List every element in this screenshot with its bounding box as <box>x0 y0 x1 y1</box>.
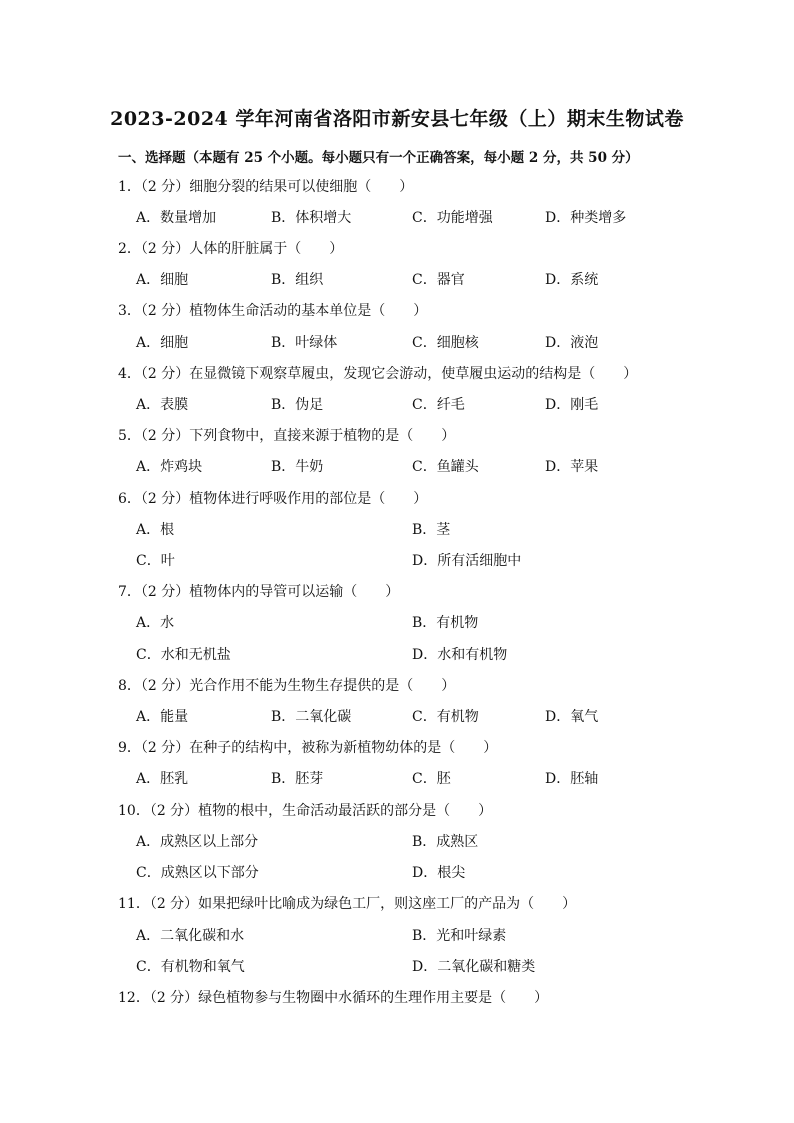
option-a[interactable]: A．根 <box>136 522 175 538</box>
question-11: 11．（2 分）如果把绿叶比喻成为绿色工厂，则这座工厂的产品为（ ） <box>118 896 577 912</box>
question-2: 2．（2 分）人体的肝脏属于（ ） <box>118 241 344 257</box>
option-c[interactable]: C．叶 <box>136 553 175 569</box>
option-c[interactable]: C．功能增强 <box>412 210 493 226</box>
question-12: 12．（2 分）绿色植物参与生物圈中水循环的生理作用主要是（ ） <box>118 990 549 1006</box>
option-c[interactable]: C．纤毛 <box>412 397 465 413</box>
option-b[interactable]: B．体积增大 <box>271 210 352 226</box>
option-d[interactable]: D．苹果 <box>545 459 599 475</box>
option-c[interactable]: C．器官 <box>412 272 465 288</box>
option-c[interactable]: C．胚 <box>412 771 451 787</box>
option-c[interactable]: C．鱼罐头 <box>412 459 479 475</box>
option-c[interactable]: C．成熟区以下部分 <box>136 865 259 881</box>
option-a[interactable]: A．胚乳 <box>136 771 189 787</box>
question-6: 6．（2 分）植物体进行呼吸作用的部位是（ ） <box>118 491 428 507</box>
question-1: 1．（2 分）细胞分裂的结果可以使细胞（ ） <box>118 179 414 195</box>
option-d[interactable]: D．胚轴 <box>545 771 599 787</box>
option-c[interactable]: C．有机物和氧气 <box>136 959 245 975</box>
option-b[interactable]: B．有机物 <box>412 615 479 631</box>
option-d[interactable]: D．氧气 <box>545 709 599 725</box>
option-d[interactable]: D．二氧化碳和糖类 <box>412 959 536 975</box>
question-3: 3．（2 分）植物体生命活动的基本单位是（ ） <box>118 303 428 319</box>
option-a[interactable]: A．细胞 <box>136 272 189 288</box>
option-c[interactable]: C．细胞核 <box>412 335 479 351</box>
exam-title: 2023-2024 学年河南省洛阳市新安县七年级（上）期末生物试卷 <box>110 108 684 130</box>
question-10: 10．（2 分）植物的根中，生命活动最活跃的部分是（ ） <box>118 803 493 819</box>
option-c[interactable]: C．有机物 <box>412 709 479 725</box>
option-a[interactable]: A．炸鸡块 <box>136 459 203 475</box>
option-d[interactable]: D．所有活细胞中 <box>412 553 522 569</box>
option-b[interactable]: B．组织 <box>271 272 324 288</box>
section-heading: 一、选择题（本题有 25 个小题。每小题只有一个正确答案，每小题 2 分，共 50 分） <box>118 150 639 166</box>
question-5: 5．（2 分）下列食物中，直接来源于植物的是（ ） <box>118 428 456 444</box>
option-a[interactable]: A．表膜 <box>136 397 189 413</box>
option-a[interactable]: A．能量 <box>136 709 189 725</box>
option-a[interactable]: A．水 <box>136 615 175 631</box>
question-4: 4．（2 分）在显微镜下观察草履虫，发现它会游动，使草履虫运动的结构是（ ） <box>118 366 638 382</box>
option-d[interactable]: D．种类增多 <box>545 210 627 226</box>
option-a[interactable]: A．二氧化碳和水 <box>136 928 245 944</box>
option-d[interactable]: D．刚毛 <box>545 397 599 413</box>
option-b[interactable]: B．叶绿体 <box>271 335 338 351</box>
option-a[interactable]: A．成熟区以上部分 <box>136 834 259 850</box>
question-9: 9．（2 分）在种子的结构中，被称为新植物幼体的是（ ） <box>118 740 498 756</box>
option-d[interactable]: D．水和有机物 <box>412 647 508 663</box>
option-b[interactable]: B．二氧化碳 <box>271 709 352 725</box>
option-b[interactable]: B．茎 <box>412 522 451 538</box>
option-d[interactable]: D．系统 <box>545 272 599 288</box>
option-b[interactable]: B．伪足 <box>271 397 324 413</box>
option-a[interactable]: A．数量增加 <box>136 210 217 226</box>
option-c[interactable]: C．水和无机盐 <box>136 647 231 663</box>
option-d[interactable]: D．根尖 <box>412 865 466 881</box>
option-b[interactable]: B．成熟区 <box>412 834 479 850</box>
option-d[interactable]: D．液泡 <box>545 335 599 351</box>
option-a[interactable]: A．细胞 <box>136 335 189 351</box>
option-b[interactable]: B．牛奶 <box>271 459 324 475</box>
question-8: 8．（2 分）光合作用不能为生物生存提供的是（ ） <box>118 678 456 694</box>
option-b[interactable]: B．胚芽 <box>271 771 324 787</box>
option-b[interactable]: B．光和叶绿素 <box>412 928 507 944</box>
question-7: 7．（2 分）植物体内的导管可以运输（ ） <box>118 584 400 600</box>
